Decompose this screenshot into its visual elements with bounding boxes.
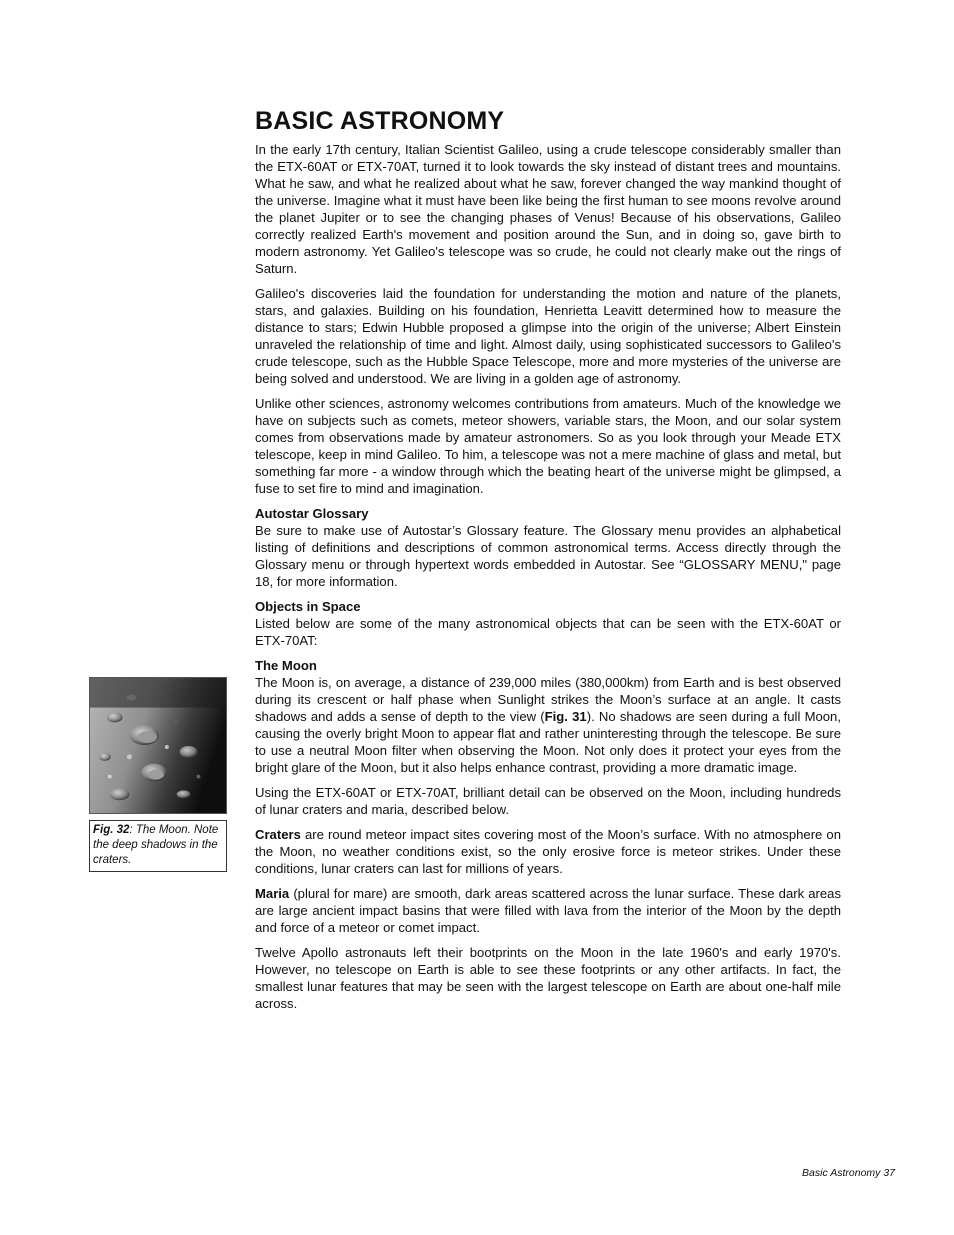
maria-paragraph [255,885,841,936]
moon-photo [89,677,227,814]
intro-paragraph: In the early 17th century, Italian Scientist Galileo, using a crude telescope considerably smaller than the ETX-60AT or ETX-70AT, turned it to look towards the sky instead of distant trees and mountains. What he saw, and what he realized about what he saw, forever changed the way mankind thought of the universe. Imagine what it must have been like being the first human to see moons revolve around the planet Jupiter or to see the changing phases of Venus! Because of his observations, Galileo correctly realized Earth's movement and position around the Sun, and in doing so, gave birth to modern astronomy. Yet Galileo's telescope was so crude, he could not clearly make out the rings of Saturn. [255,142,841,276]
moon-heading: The Moon [255,658,317,673]
glossary-text: Be sure to make use of Autostar’s Glossary feature. The Glossary menu provides an alphabetical listing of definitions and descriptions of common astronomical terms. Access directly through the Glossary menu or through hypertext words embedded in Autostar. See “GLOSSARY MENU," page 18, for more information. [255,523,841,589]
glossary-section [255,505,841,590]
moon-text: The Moon is, on average, a distance of 239,000 miles (380,000km) from Earth and is best observed during its crescent or half phase when Sunlight strikes the Moon’s surface at an angle. It casts shadows and adds a sense of depth to the view ( [255,675,841,724]
objects-section [255,598,841,649]
moon-text-continued: ). No shadows are seen during a full Moon, causing the overly bright Moon to appear flat and rather uninteresting through the telescope. Be sure to use a neutral Moon filter when observing the Moon. Not only does it protect your eyes from the bright glare of the Moon, but it also helps enhance contrast, providing a more dramatic image. [255,709,841,775]
moon-section [255,657,841,776]
moon-detail-paragraph: Using the ETX-60AT or ETX-70AT, brilliant detail can be observed on the Moon, including hundreds of lunar craters and maria, described below. [255,785,841,817]
intro-paragraph: Unlike other sciences, astronomy welcomes contributions from amateurs. Much of the knowledge we have on subjects such as comets, meteor showers, variable stars, the Moon, and our solar system comes from observations made by amateur astronomers. So as you look through your Meade ETX telescope, keep in mind Galileo. To him, a telescope was not a mere machine of glass and metal, but something far more - a window through which the beating heart of the universe might be glimpsed, a fuse to set fire to mind and imagination. [255,396,841,496]
intro-paragraph: Galileo's discoveries laid the foundation for understanding the motion and nature of the planets, stars, and galaxies. Building on his foundation, Henrietta Leavitt determined how to measure the distance to stars; Edwin Hubble proposed a glimpse into the origin of the universe; Albert Einstein unraveled the relationship of time and light. Almost daily, using sophisticated successors to Galileo's crude telescope, such as the Hubble Space Telescope, more and more mysteries of the universe are being solved and understood. We are living in a golden age of astronomy. [255,286,841,386]
page-title: BASIC ASTRONOMY [255,107,505,135]
maria-text: (plural for mare) are smooth, dark areas scattered across the lunar surface. These dark areas are large ancient impact basins that were filled with lava from the interior of the Moon by the depth and force of a meteor or comet impact. [255,886,841,935]
glossary-heading: Autostar Glossary [255,506,369,521]
page-footer: Basic Astronomy 37 [802,1167,895,1179]
craters-paragraph [255,826,841,877]
figure-caption [89,820,227,872]
body-text [255,141,841,1020]
moon-figure [89,677,227,872]
craters-term: Craters [255,827,301,842]
objects-heading: Objects in Space [255,599,361,614]
objects-text: Listed below are some of the many astronomical objects that can be seen with the ETX-60AT or ETX-70AT: [255,616,841,648]
figure-label: Fig. 32 [93,824,130,836]
maria-term: Maria [255,886,290,901]
apollo-paragraph: Twelve Apollo astronauts left their bootprints on the Moon in the late 1960's and early 1970's. However, no telescope on Earth is able to see these footprints or any other artifacts. In fact, the smallest lunar features that may be seen with the largest telescope on Earth are about one-half mile across. [255,945,841,1011]
figure-caption-text: : The Moon. Note the deep shadows in the craters. [93,824,219,866]
craters-text: are round meteor impact sites covering most of the Moon’s surface. With no atmosphere on the Moon, no weather conditions exist, so the only erosive force is meteor strikes. Under these conditions, lunar craters can last for millions of years. [255,827,841,876]
figure-reference: Fig. 31 [544,709,587,724]
